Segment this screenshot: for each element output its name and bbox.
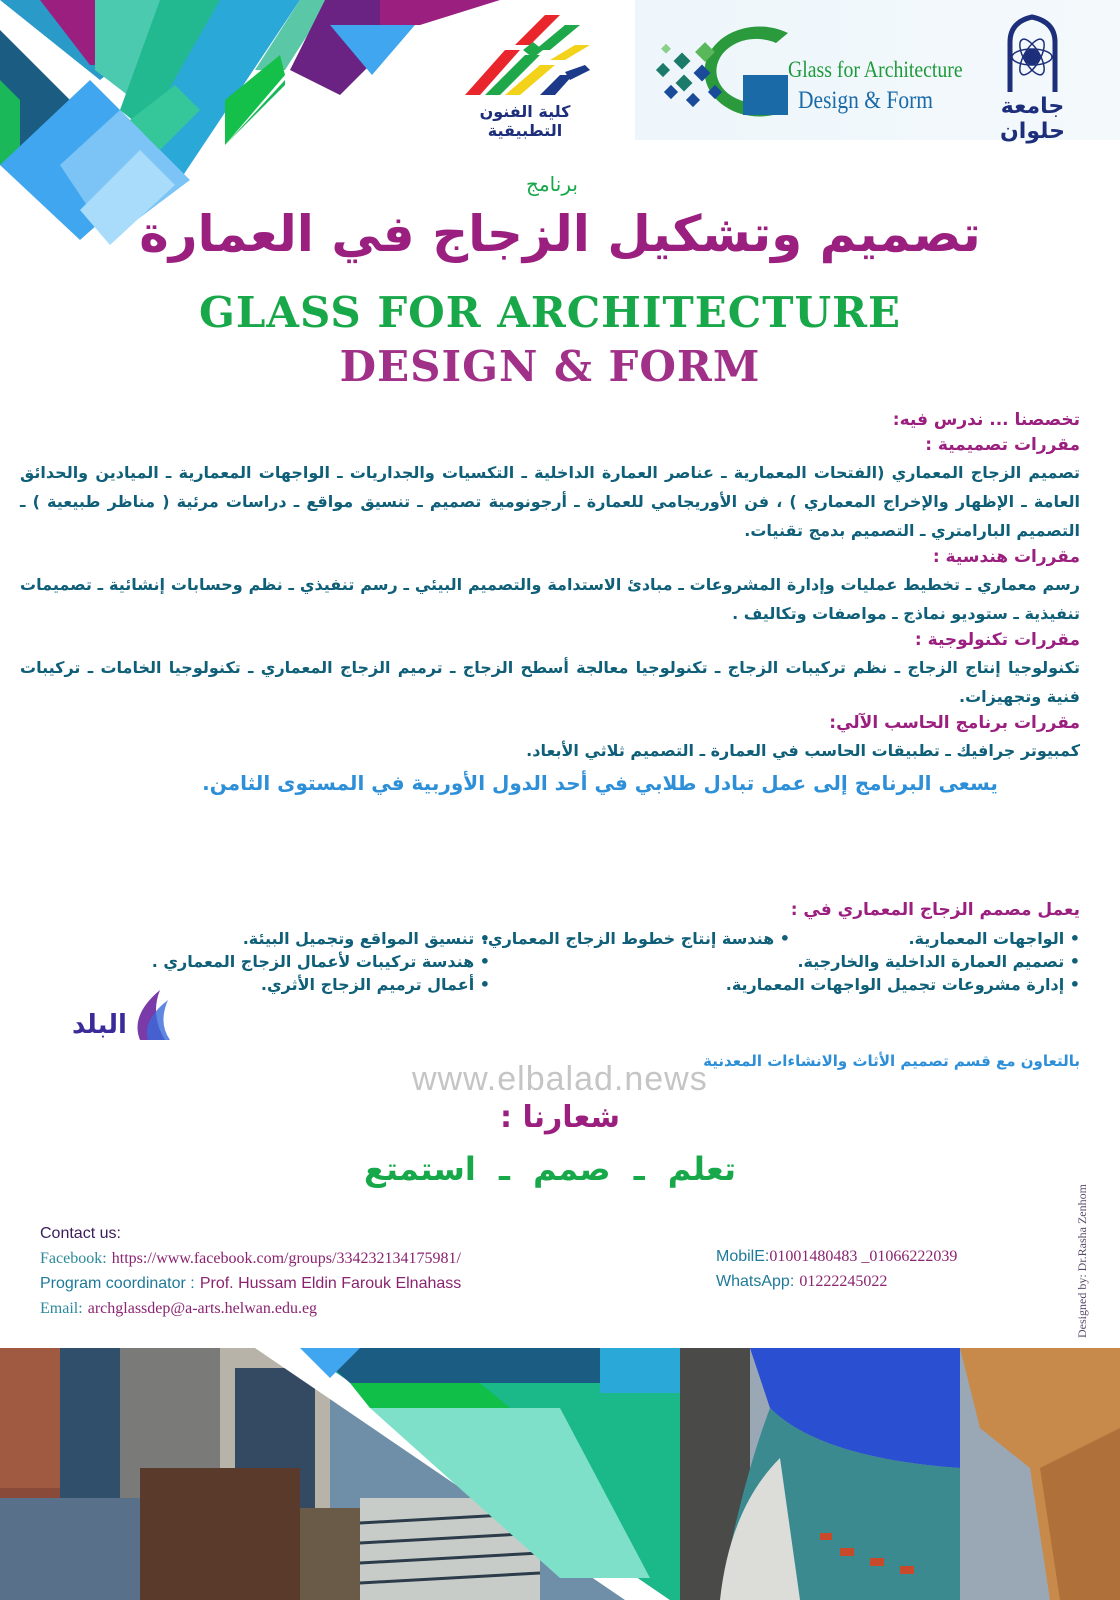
facebook-link[interactable]: https://www.facebook.com/groups/334232134175981/ — [111, 1250, 461, 1267]
faculty-of-applied-arts-logo — [445, 10, 605, 140]
faculty-logo-name: كلية الفنون التطبيقية — [479, 102, 571, 140]
mobile-row: MobilE:01001480483 _01066222039 — [716, 1248, 958, 1265]
glass-logo-line2: Design & Form — [798, 87, 933, 114]
computer-courses-heading: مقررات برنامج الحاسب الآلي: — [829, 713, 1080, 733]
glass-logo-line1: Glass for Architecture — [788, 57, 963, 82]
phone-section — [716, 1244, 1056, 1294]
career-item: • هندسة إنتاج خطوط الزجاج المعماري. — [481, 929, 790, 948]
exchange-note: يسعى البرنامج إلى عمل تبادل طلابي في أحد الدول الأوربية في المستوى الثامن. — [202, 771, 998, 795]
engineering-courses-text: رسم معماري ـ تخطيط عمليات وإدارة المشروعات ـ مبادئ الاستدامة والتصميم البيئي ـ رسم تنفيذي ـ نظم وحسابات إنشائية ـ تصميمات تنفيذية ـ ستوديو نماذج ـ مواصفات وتكاليف . — [20, 575, 1080, 623]
email-link[interactable]: archglassdep@a-arts.helwan.edu.eg — [87, 1300, 318, 1317]
slogan-text: تعلم ـ صمم ـ استمتع — [363, 1150, 736, 1188]
slogan-label: شعارنا : — [500, 1100, 620, 1135]
designer-credit: Designed by: Dr.Rasha Zenhom — [1075, 1184, 1089, 1338]
coordinator-row: Program coordinator : Prof. Hussam Eldin Farouk Elnahass — [40, 1275, 462, 1292]
atom-arch-icon — [975, 12, 1090, 97]
design-courses-heading: مقررات تصميمية : — [925, 435, 1080, 455]
career-item: • أعمال ترميم الزجاج الأثري. — [260, 975, 490, 994]
title-arabic: تصميم وتشكيل الزجاج في العمارة — [139, 205, 981, 263]
cooperation-note: بالتعاون مع قسم تصميم الأثاث والانشاءات المعدنية — [703, 1052, 1080, 1070]
email-row: Email: archglassdep@a-arts.helwan.edu.eg — [40, 1300, 318, 1317]
career-item: • هندسة تركيبات لأعمال الزجاج المعماري . — [151, 952, 490, 971]
facebook-row: Facebook: https://www.facebook.com/groups/334232134175981/ — [40, 1250, 461, 1267]
g-mosaic-logo-icon — [648, 15, 798, 125]
careers-heading: يعمل مصمم الزجاج المعماري في : — [790, 900, 1080, 920]
design-courses-text: تصميم الزجاج المعماري (الفتحات المعمارية ـ عناصر العمارة الداخلية ـ التكسيات والجداريات ـ الواجهات المعمارية ـ الميادين والحدائق العامة ـ الإظهار والإخراج المعماري ) ، فن الأوريجامي للعمارة ـ أرجونومية تصميم ـ تنسيق مواقع ـ دراسات مرئية ( مناظر طبيعية ) ـ التصميم البارامتري ـ التصميم بدمج تقنيات. — [20, 463, 1080, 540]
helwan-logo-name: جامعة حلوان — [1000, 94, 1065, 144]
careers-section — [40, 898, 1080, 994]
program-label: برنامج — [526, 172, 578, 196]
intro-heading: تخصصنا ... ندرس فيه: — [892, 410, 1080, 430]
title-english-line1: GLASS FOR ARCHITECTURE — [198, 288, 902, 337]
elbalad-logo-icon — [70, 985, 180, 1045]
contact-section — [40, 1222, 660, 1321]
architecture-photo-strip — [0, 1348, 1120, 1600]
helwan-university-logo — [975, 12, 1090, 144]
career-item: • إدارة مشروعات تجميل الواجهات المعمارية. — [725, 975, 1080, 994]
career-item: • تصميم العمارة الداخلية والخارجية. — [797, 952, 1080, 971]
technology-courses-text: تكنولوجيا إنتاج الزجاج ـ نظم تركيبات الزجاج ـ تكنولوجيا معالجة أسطح الزجاج ـ ترميم الزجاج المعماري ـ تكنولوجيا الخامات ـ تركيبات فنية وتجهيزات. — [20, 658, 1080, 706]
svg-text:البلد: البلد — [72, 1010, 127, 1040]
career-item: • الواجهات المعمارية. — [908, 929, 1080, 948]
engineering-courses-heading: مقررات هندسية : — [932, 547, 1080, 567]
technology-courses-heading: مقررات تكنولوجية : — [914, 630, 1080, 650]
whatsapp-row: WhatsApp: 01222245022 — [716, 1273, 888, 1290]
glass-for-architecture-logo — [648, 15, 963, 125]
careers-list — [40, 929, 1080, 994]
faculty-logo-icon — [445, 10, 605, 100]
computer-courses-text: كمبيوتر جرافيك ـ تطبيقات الحاسب في العمارة ـ التصميم ثلاثي الأبعاد. — [526, 741, 1080, 760]
contact-heading: Contact us: — [40, 1225, 121, 1242]
watermark-url: www.elbalad.news — [412, 1060, 708, 1098]
curriculum-section — [20, 408, 1080, 795]
title-english-line2: DESIGN & FORM — [339, 342, 761, 391]
career-item: • تنسيق المواقع وتجميل البيئة. — [242, 929, 490, 948]
